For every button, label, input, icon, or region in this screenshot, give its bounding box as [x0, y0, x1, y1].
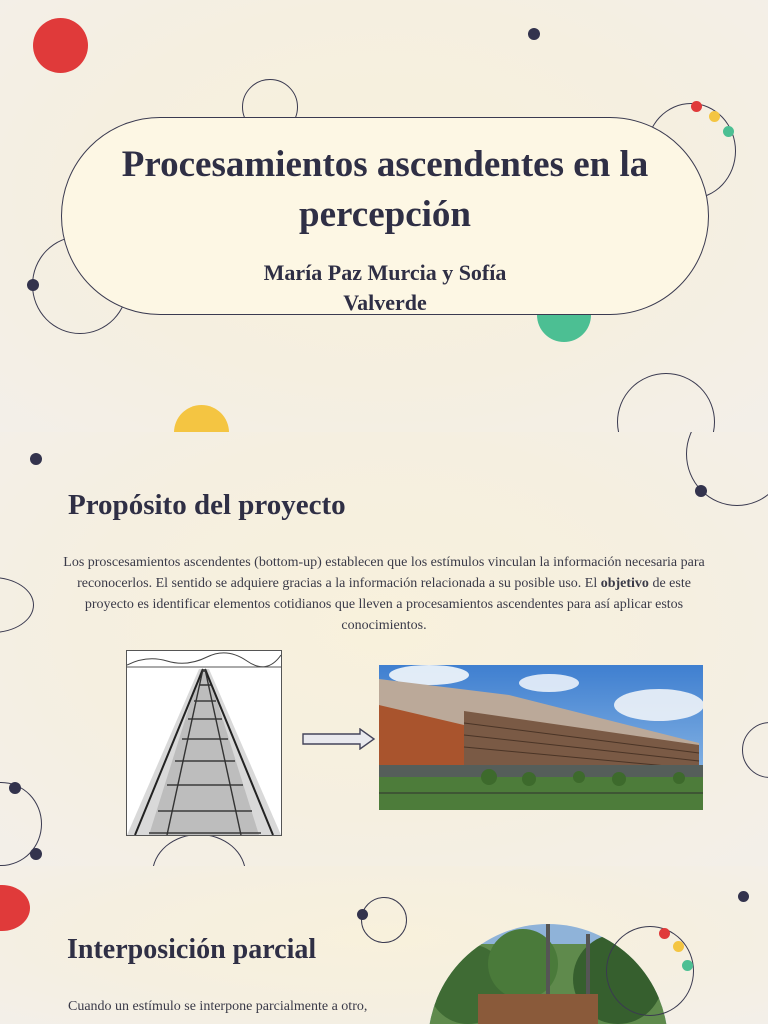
- navy-dot-decoration: [357, 909, 368, 920]
- purpose-paragraph: Los proscesamientos ascendentes (bottom-up) establecen que los estímulos vinculan la información necesaria para reconocerlos. El sentido se adquiere gracias a la información relacionada a su posible uso. El objetivo de este proyecto es identificar elementos cotidianos que lleven a procesamientos ascendentes para así aplicar estos conocimientos.: [63, 555, 705, 633]
- purpose-slide: [0, 432, 768, 866]
- ring-decoration: [742, 722, 768, 778]
- ring-decoration: [606, 926, 694, 1016]
- red-dot-decoration: [691, 101, 702, 112]
- navy-dot-decoration: [738, 891, 749, 902]
- red-dot-decoration: [659, 928, 670, 939]
- title-card: [61, 117, 709, 315]
- ring-decoration: [361, 897, 407, 943]
- ring-decoration: [152, 834, 246, 866]
- yellow-dot-decoration: [174, 405, 229, 432]
- section-heading: Propósito del proyecto: [68, 489, 346, 521]
- red-dot-decoration: [0, 885, 30, 931]
- green-dot-decoration: [723, 126, 734, 137]
- navy-dot-decoration: [27, 279, 39, 291]
- navy-dot-decoration: [30, 848, 42, 860]
- navy-dot-decoration: [9, 782, 21, 794]
- ring-decoration: [617, 373, 715, 432]
- yellow-dot-decoration: [673, 941, 684, 952]
- authors: María Paz Murcia y Sofía Valverde: [263, 260, 507, 315]
- interposition-slide: [0, 866, 768, 1024]
- railroad-track-sketch: [126, 650, 282, 836]
- ring-decoration: [0, 577, 34, 633]
- interposition-paragraph: Cuando un estímulo se interpone parcialmente a otro,: [68, 999, 368, 1014]
- right-arrow-icon: [302, 728, 376, 755]
- modern-building-photo: [379, 665, 703, 810]
- presentation-title: Procesamientos ascendentes en la percepción: [121, 144, 649, 235]
- red-dot-decoration: [33, 18, 88, 73]
- navy-dot-decoration: [528, 28, 540, 40]
- navy-dot-decoration: [695, 485, 707, 497]
- green-dot-decoration: [682, 960, 693, 971]
- yellow-dot-decoration: [709, 111, 720, 122]
- title-slide: [0, 0, 768, 432]
- railroad-drawing: [127, 651, 281, 835]
- section-heading: Interposición parcial: [67, 934, 317, 965]
- navy-dot-decoration: [30, 453, 42, 465]
